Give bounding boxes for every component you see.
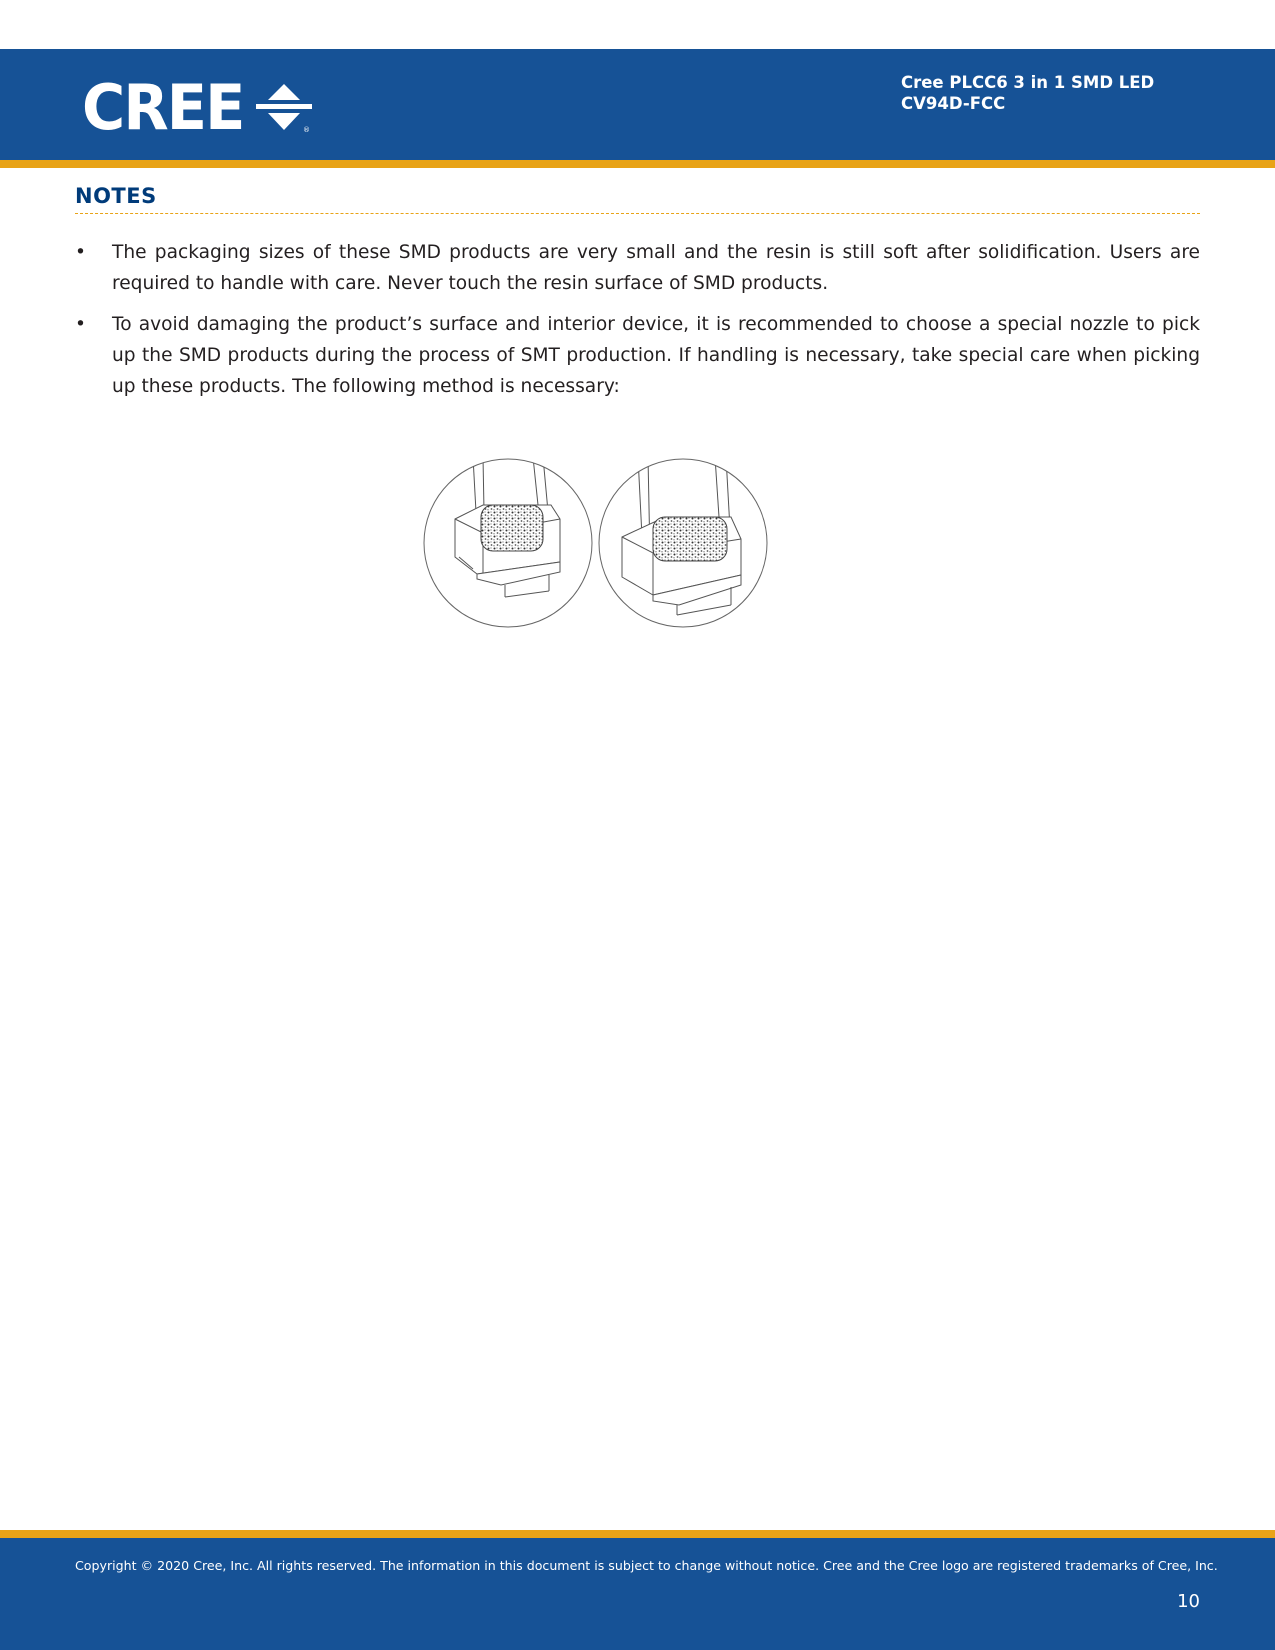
tweezers-front-grip: [599, 457, 767, 627]
document-title: [901, 72, 1154, 114]
footer-band: [0, 1538, 1275, 1650]
svg-text:®: ®: [302, 126, 310, 134]
cree-logo-mark-icon: [256, 80, 312, 136]
page-number: 10: [1177, 1591, 1200, 1612]
note-text: The packaging sizes of these SMD products are very small and the resin is still soft after solidification. Users are required to handle with care. Never touch the resin surface of SMD products.: [112, 242, 1200, 294]
header-accent-stripe: [0, 160, 1275, 168]
notes-list: [75, 237, 1200, 412]
footer-accent-stripe: [0, 1530, 1275, 1538]
part-number: CV94D-FCC: [901, 94, 1006, 113]
handling-illustration: [421, 457, 771, 629]
note-text: To avoid damaging the product’s surface and interior device, it is recommended to choose a special nozzle to pick up the SMD products during the process of SMT production. If handling is necessary, take special care when picking up these products. The following method is necessary:: [112, 314, 1200, 397]
section-title: NOTES: [75, 184, 157, 208]
bullet-icon: •: [75, 314, 86, 335]
logo-wordmark: CREE: [82, 71, 244, 144]
list-item: [75, 309, 1200, 402]
cree-logo: [82, 71, 312, 144]
list-item: [75, 237, 1200, 299]
bullet-icon: •: [75, 242, 86, 263]
tweezers-side-grip: [424, 457, 592, 627]
product-line: Cree PLCC6 3 in 1 SMD LED: [901, 73, 1155, 92]
section-divider: [75, 213, 1200, 214]
copyright-notice: Copyright © 2020 Cree, Inc. All rights reserved. The information in this document is subject to change without notice. Cree and the Cree logo are registered trademarks of Cree, Inc.: [75, 1558, 1218, 1573]
